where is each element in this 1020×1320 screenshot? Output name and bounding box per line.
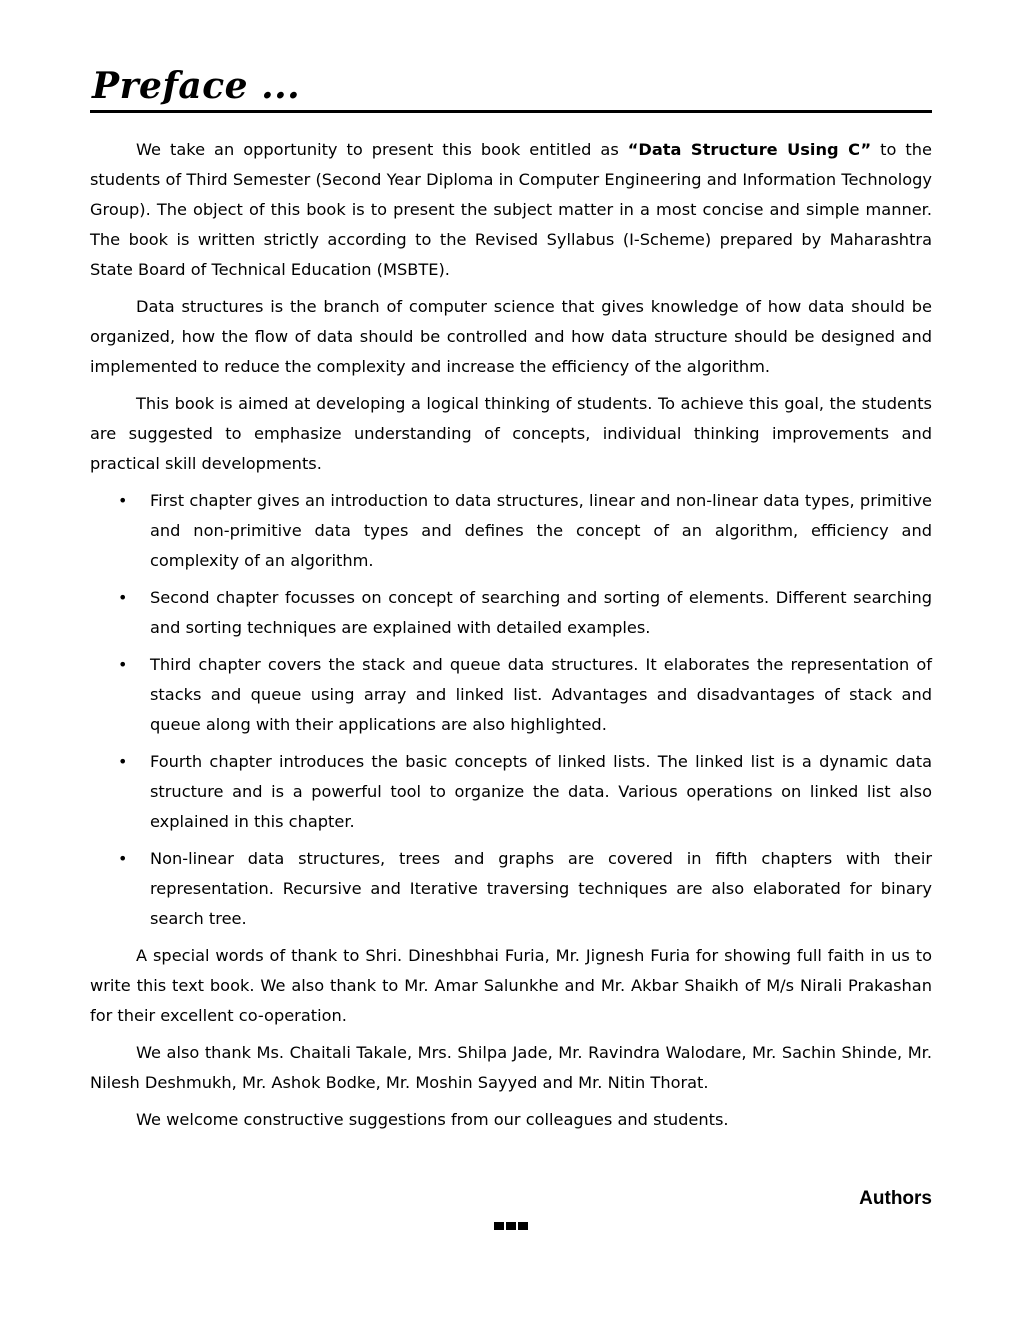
- suggestions-paragraph: We welcome constructive suggestions from our colleagues and students.: [136, 1110, 729, 1129]
- chapter-summary: Third chapter covers the stack and queue data structures. It elaborates the representation of stacks and queue using array and linked list. Advantages and disadvantages of stack and queue along with their applications are also highlighted.: [150, 655, 932, 734]
- chapter-list: [90, 486, 932, 934]
- intro-text-after: to the students of Third Semester (Second Year Diploma in Computer Engineering and Information Technology Group). The object of this book is to present the subject matter in a most concise and simple manner. The book is written strictly according to the Revised Syllabus (I-Scheme) prepared by Maharashtra State Board of Technical Education (MSBTE).: [90, 140, 933, 279]
- page-title: Preface ...: [92, 65, 301, 107]
- list-item: [90, 650, 932, 740]
- list-item: [90, 747, 932, 837]
- preface-page: [90, 62, 932, 1229]
- chapter-summary: Second chapter focusses on concept of searching and sorting of elements. Different searching and sorting techniques are explained with detailed examples.: [150, 588, 932, 637]
- aim-paragraph: This book is aimed at developing a logical thinking of students. To achieve this goal, the students are suggested to emphasize understanding of concepts, individual thinking improvements and practical skill developments.: [90, 394, 932, 473]
- bullet-icon: •: [118, 752, 128, 771]
- title-underline: [90, 110, 932, 113]
- authors-signature: Authors: [859, 1188, 932, 1209]
- chapter-summary: Non-linear data structures, trees and graphs are covered in fifth chapters with their representation. Recursive and Iterative traversing techniques are also elaborated for binary search tree.: [150, 849, 932, 928]
- end-block-icon: [506, 1222, 516, 1230]
- bullet-icon: •: [118, 655, 128, 674]
- thanks-paragraph: A special words of thank to Shri. Dineshbhai Furia, Mr. Jignesh Furia for showing full faith in us to write this text book. We also thank to Mr. Amar Salunkhe and Mr. Akbar Shaikh of M/s Nirali Prakashan for their excellent co-operation.: [90, 946, 932, 1025]
- also-thank-paragraph: We also thank Ms. Chaitali Takale, Mrs. Shilpa Jade, Mr. Ravindra Walodare, Mr. Sachin Shinde, Mr. Nilesh Deshmukh, Mr. Ashok Bodke, Mr. Moshin Sayyed and Mr. Nitin Thorat.: [90, 1043, 932, 1092]
- bullet-icon: •: [118, 849, 128, 868]
- list-item: [90, 844, 932, 934]
- list-item: [90, 583, 932, 643]
- intro-paragraph: [90, 135, 932, 285]
- chapter-summary: First chapter gives an introduction to data structures, linear and non-linear data types, primitive and non-primitive data types and defines the concept of an algorithm, efficiency and complexity of an algorithm.: [150, 491, 932, 570]
- end-block-icon: [494, 1222, 504, 1230]
- intro-text-before: We take an opportunity to present this book entitled as: [136, 140, 628, 159]
- chapter-summary: Fourth chapter introduces the basic concepts of linked lists. The linked list is a dynamic data structure and is a powerful tool to organize the data. Various operations on linked list also explained in this chapter.: [150, 752, 932, 831]
- end-block-icon: [518, 1222, 528, 1230]
- bullet-icon: •: [118, 588, 128, 607]
- end-of-section-mark: [90, 1215, 932, 1229]
- book-title: “Data Structure Using C”: [627, 140, 872, 159]
- data-structures-paragraph: Data structures is the branch of computer science that gives knowledge of how data should be organized, how the flow of data should be controlled and how data structure should be designed and implemented to reduce the complexity and increase the efficiency of the algorithm.: [90, 297, 932, 376]
- bullet-icon: •: [118, 491, 128, 510]
- list-item: [90, 486, 932, 576]
